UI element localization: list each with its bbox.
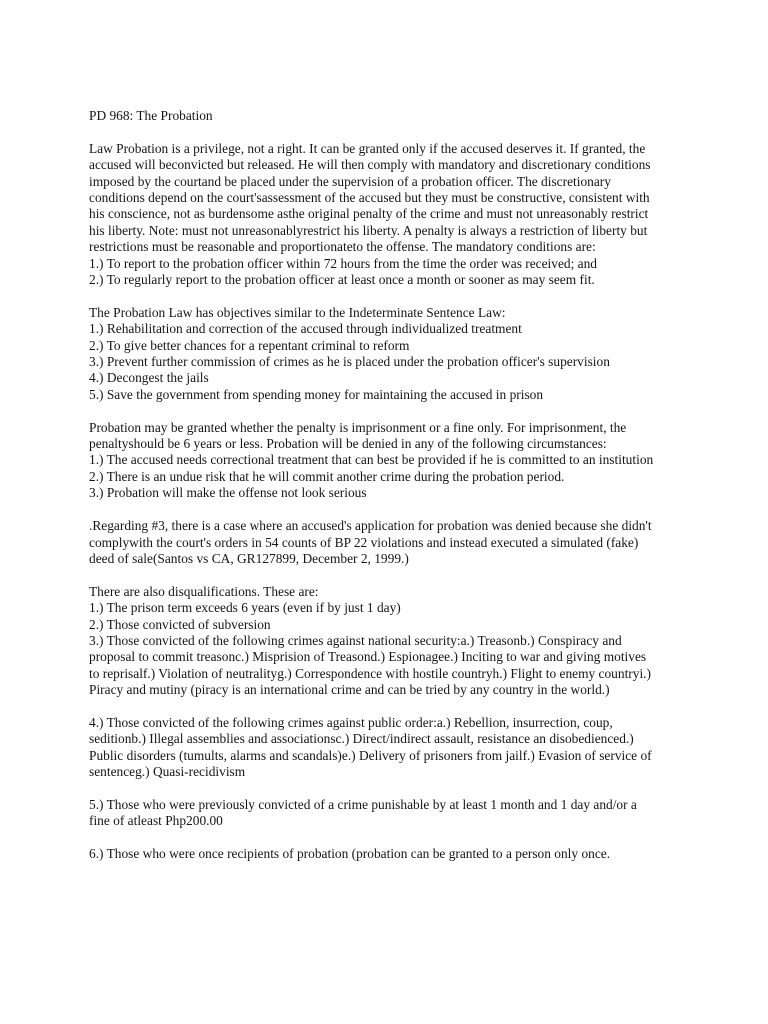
text-line: 1.) The accused needs correctional treatment that can best be provided if he is committed to an institution xyxy=(89,452,654,468)
document-body xyxy=(89,141,689,863)
paragraph xyxy=(89,518,689,567)
text-line: 2.) There is an undue risk that he will commit another crime during the probation period. xyxy=(89,468,565,484)
text-line: Law Probation is a privilege, not a right. It can be granted only if the accused deserves it. If granted, the xyxy=(89,140,646,156)
paragraph xyxy=(89,584,689,699)
text-line: 2.) To regularly report to the probation officer at least once a month or sooner as may seem fit. xyxy=(89,272,595,288)
text-line: .Regarding #3, there is a case where an accused's application for probation was denied because she didn't xyxy=(89,518,652,534)
text-line: his conscience, not as burdensome asthe original penalty of the crime and must not unreasonably restrict xyxy=(89,206,649,222)
text-line: his liberty. Note: must not unreasonablyrestrict his liberty. A penalty is always a restriction of liberty but xyxy=(89,222,648,238)
paragraph xyxy=(89,715,689,781)
text-line: imposed by the courtand be placed under the supervision of a probation officer. The discretionary xyxy=(89,173,611,189)
text-line: 5.) Save the government from spending money for maintaining the accused in prison xyxy=(89,386,544,402)
text-line: restrictions must be reasonable and proportionateto the offense. The mandatory conditions are: xyxy=(89,239,596,255)
text-line: conditions depend on the court'sassessment of the accused but they must be constructive, consistent with xyxy=(89,190,650,206)
text-line: penaltyshould be 6 years or less. Probation will be denied in any of the following circumstances: xyxy=(89,436,607,452)
text-line: 2.) To give better chances for a repentant criminal to reform xyxy=(89,337,410,353)
text-line: 3.) Probation will make the offense not look serious xyxy=(89,485,367,501)
text-line: to reprisalf.) Violation of neutralityg.) Correspondence with hostile countryh.) Flight to enemy countryi.) xyxy=(89,665,651,681)
text-line: 6.) Those who were once recipients of probation (probation can be granted to a person only once. xyxy=(89,846,611,862)
text-line: seditionb.) Illegal assemblies and associationsc.) Direct/indirect assault, resistance an disobedienced.) xyxy=(89,731,634,747)
text-line: 2.) Those convicted of subversion xyxy=(89,616,271,632)
document-title: PD 968: The Probation xyxy=(89,108,213,123)
paragraph xyxy=(89,797,689,830)
text-line: 5.) Those who were previously convicted of a crime punishable by at least 1 month and 1 day and/or a xyxy=(89,796,637,812)
document-page xyxy=(89,108,689,863)
text-line: Public disorders (tumults, alarms and scandals)e.) Delivery of prisoners from jailf.) Evasion of service of xyxy=(89,747,652,763)
text-line: The Probation Law has objectives similar to the Indeterminate Sentence Law: xyxy=(89,304,506,320)
text-line: Piracy and mutiny (piracy is an international crime and can be tried by any country in the world.) xyxy=(89,682,610,698)
text-line: 3.) Prevent further commission of crimes as he is placed under the probation officer's supervision xyxy=(89,354,610,370)
text-line: complywith the court's orders in 54 counts of BP 22 violations and instead executed a simulated (fake) xyxy=(89,534,639,550)
paragraph xyxy=(89,846,689,862)
text-line: proposal to commit treasonc.) Misprision of Treasond.) Espionagee.) Inciting to war and giving motives xyxy=(89,649,647,665)
text-line: 1.) Rehabilitation and correction of the accused through individualized treatment xyxy=(89,321,522,337)
text-line: 3.) Those convicted of the following crimes against national security:a.) Treasonb.) Conspiracy and xyxy=(89,632,622,648)
text-line: 4.) Those convicted of the following crimes against public order:a.) Rebellion, insurrection, coup, xyxy=(89,714,613,730)
text-line: fine of atleast Php200.00 xyxy=(89,813,223,829)
paragraph xyxy=(89,305,689,403)
text-line: sentenceg.) Quasi-recidivism xyxy=(89,764,246,780)
text-line: Probation may be granted whether the penalty is imprisonment or a fine only. For imprisonment, the xyxy=(89,419,627,435)
paragraph xyxy=(89,420,689,502)
text-line: deed of sale(Santos vs CA, GR127899, December 2, 1999.) xyxy=(89,550,409,566)
text-line: 1.) The prison term exceeds 6 years (even if by just 1 day) xyxy=(89,600,401,616)
text-line: There are also disqualifications. These are: xyxy=(89,583,319,599)
text-line: 1.) To report to the probation officer within 72 hours from the time the order was received; and xyxy=(89,255,598,271)
text-line: 4.) Decongest the jails xyxy=(89,370,209,386)
paragraph xyxy=(89,141,689,289)
text-line: accused will beconvicted but released. He will then comply with mandatory and discretionary conditions xyxy=(89,157,651,173)
